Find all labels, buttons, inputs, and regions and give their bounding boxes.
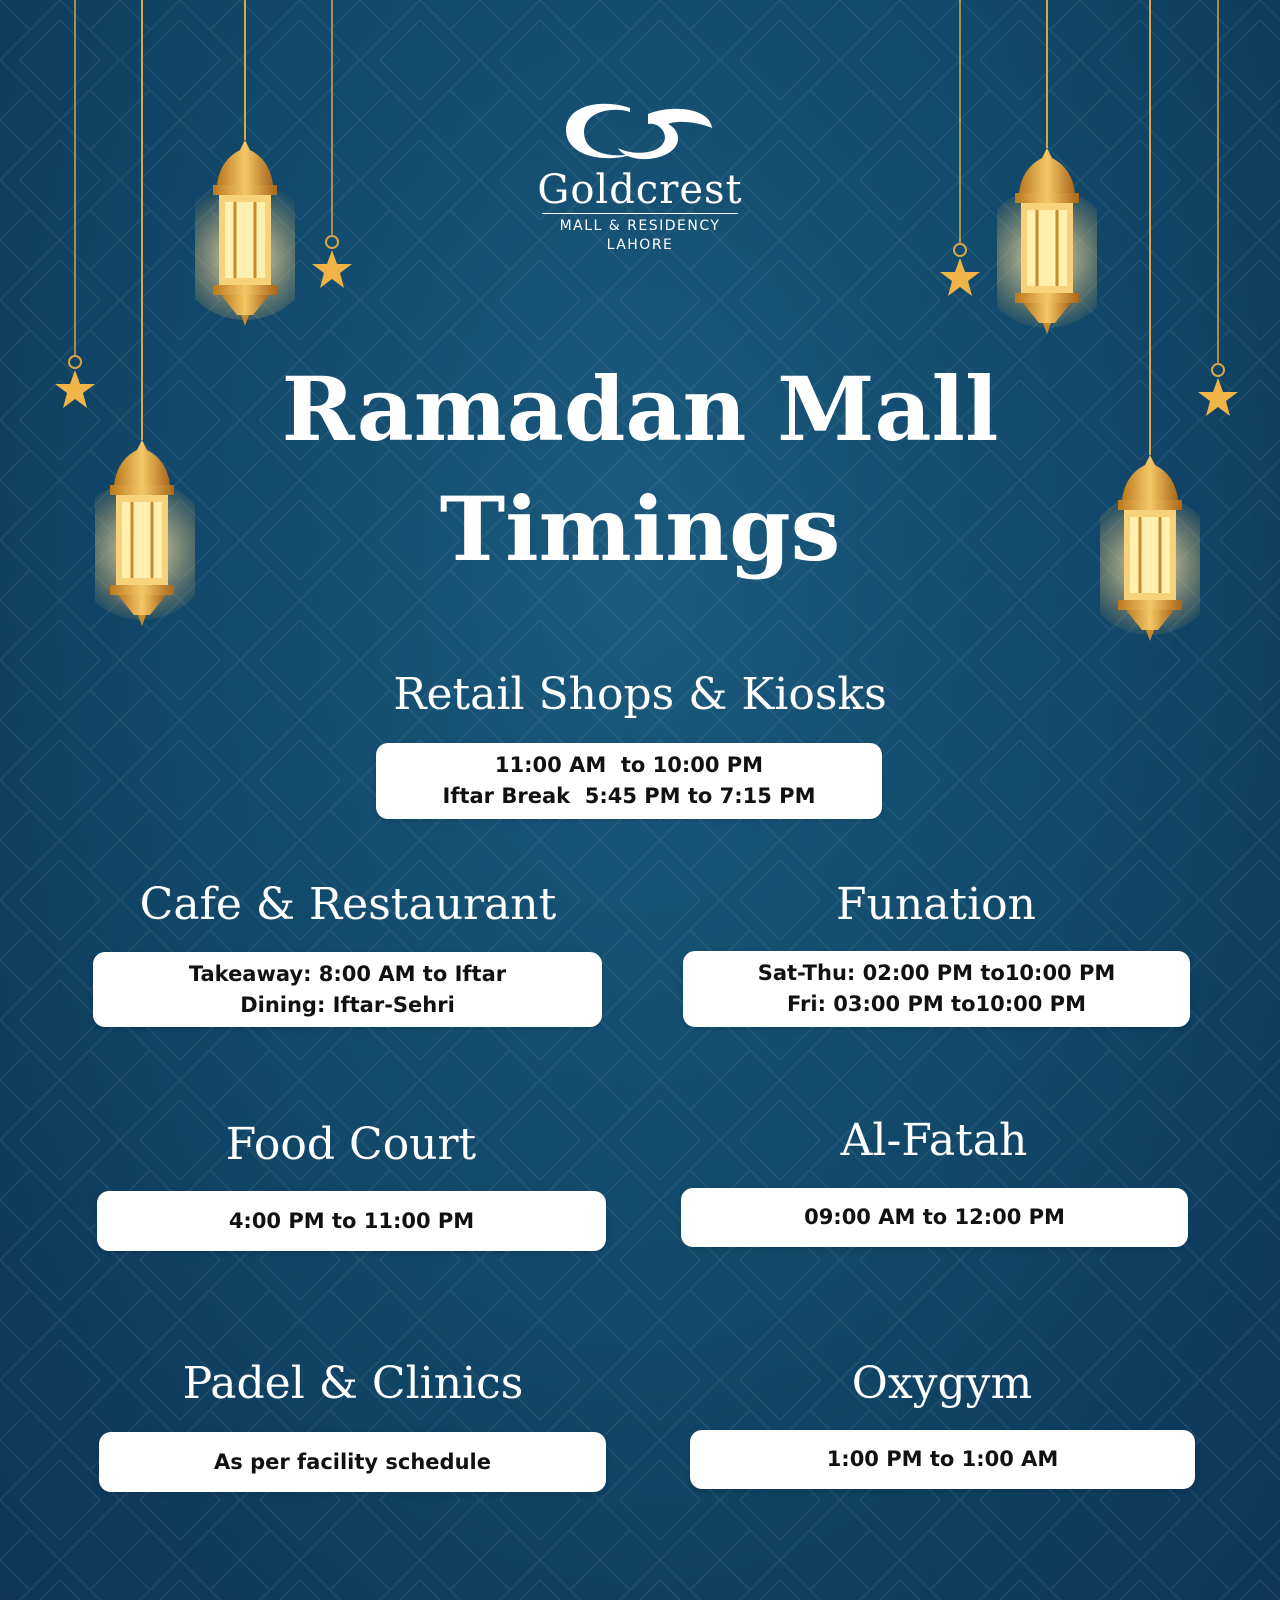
al-fatah-heading: Al-Fatah [840,1115,1028,1166]
retail-iftar-break: Iftar Break 5:45 PM to 7:15 PM [442,784,816,808]
cafe-timing-box [93,952,602,1027]
padel-heading: Padel & Clinics [182,1358,524,1409]
logo-name: Goldcrest [537,167,743,213]
page-title-line-1: Ramadan Mall [281,357,999,461]
page-title-line-2: Timings [439,477,841,581]
logo-divider [542,213,738,214]
oxygym-timing-box [690,1430,1195,1489]
cafe-takeaway: Takeaway: 8:00 AM to Iftar [188,961,507,986]
logo-location: LAHORE [606,237,674,253]
lantern-right-upper [997,0,1097,340]
padel-timing-box [99,1432,606,1492]
lantern-left-upper [195,0,295,330]
goldcrest-logo-mark-icon [560,100,720,168]
cafe-heading: Cafe & Restaurant [139,879,557,930]
logo-subtitle: MALL & RESIDENCY [559,218,721,234]
retail-timing-box [376,743,882,819]
funation-weekday-hours: Sat-Thu: 02:00 PM to10:00 PM [757,961,1116,985]
oxygym-hours: 1:00 PM to 1:00 AM [826,1447,1059,1471]
funation-friday-hours: Fri: 03:00 PM to10:00 PM [787,992,1086,1016]
padel-schedule: As per facility schedule [214,1449,491,1474]
star-icon [307,0,357,290]
al-fatah-hours: 09:00 AM to 12:00 PM [804,1205,1065,1229]
al-fatah-timing-box [681,1188,1188,1247]
funation-heading: Funation [835,879,1037,930]
retail-heading: Retail Shops & Kiosks [393,669,887,720]
food-court-hours: 4:00 PM to 11:00 PM [228,1208,475,1233]
star-icon [935,0,985,298]
goldcrest-logo [500,100,780,275]
funation-timing-box [683,951,1190,1027]
star-icon [50,0,100,415]
oxygym-heading: Oxygym [851,1358,1033,1409]
food-court-timing-box [97,1191,606,1251]
cafe-dining: Dining: Iftar-Sehri [240,992,455,1017]
food-court-heading: Food Court [225,1119,477,1170]
retail-hours: 11:00 AM to 10:00 PM [494,753,764,777]
